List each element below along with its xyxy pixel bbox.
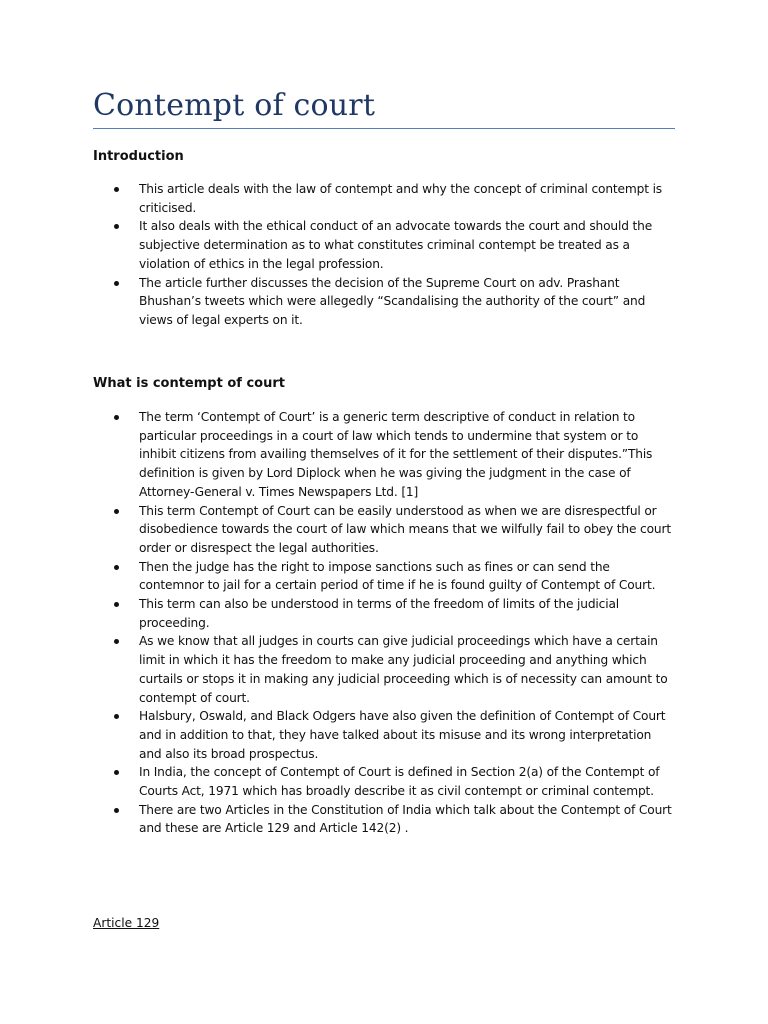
section-heading-introduction: Introduction [93,149,184,164]
list-item [93,502,675,558]
bullet-icon [114,714,119,719]
subheading-article-129: Article 129 [93,916,160,930]
list-item-text: There are two Articles in the Constitution of India which talk about the Contempt of Court and these are Article 129 and Article 142(2) . [139,802,672,836]
list-item-text: This term Contempt of Court can be easily understood as when we are disrespectful or disobedience towards the court of law which means that we wilfully fail to obey the court order or disrespect the legal authorities. [139,503,671,555]
list-item [93,558,675,595]
bullet-icon [114,808,119,813]
list-item-text: As we know that all judges in courts can give judicial proceedings which have a certain limit in which it has the freedom to make any judicial proceeding and anything which curtails or stops it in making any judicial proceeding which is of necessity can amount to contempt of court. [139,634,668,705]
title-underline-rule [93,128,675,129]
list-item [93,595,675,632]
list-item-text: In India, the concept of Contempt of Court is defined in Section 2(a) of the Contempt of Courts Act, 1971 which has broadly describe it as civil contempt or criminal contempt. [139,765,660,799]
what-is-contempt-bullet-list [93,408,675,838]
list-item [93,408,675,502]
list-item [93,632,675,707]
list-item [93,217,675,273]
bullet-icon [114,639,119,644]
bullet-icon [114,224,119,229]
list-item-text: Then the judge has the right to impose sanctions such as fines or can send the contemnor to jail for a certain period of time if he is found guilty of Contempt of Court. [139,559,656,593]
bullet-icon [114,187,119,192]
bullet-icon [114,770,119,775]
list-item-text: The article further discusses the decision of the Supreme Court on adv. Prashant Bhushan’s tweets which were allegedly “Scandalising the authority of the court” and views of legal experts on it. [139,275,646,327]
document-title: Contempt of court [93,88,376,123]
bullet-icon [114,565,119,570]
bullet-icon [114,281,119,286]
list-item [93,274,675,330]
list-item [93,180,675,217]
bullet-icon [114,509,119,514]
list-item-text: This term can also be understood in terms of the freedom of limits of the judicial proceeding. [139,597,619,630]
list-item-text: Halsbury, Oswald, and Black Odgers have also given the definition of Contempt of Court and in addition to that, they have talked about its misuse and its wrong interpretation and also its broad prospectus. [139,709,666,761]
list-item [93,707,675,763]
list-item [93,763,675,800]
list-item-text: It also deals with the ethical conduct of an advocate towards the court and should the subjective determination as to what constitutes criminal contempt be treated as a violation of ethics in the legal profession. [139,219,653,271]
list-item [93,801,675,838]
section-heading-what-is-contempt: What is contempt of court [93,376,285,391]
bullet-icon [114,602,119,607]
introduction-bullet-list [93,180,675,330]
bullet-icon [114,415,119,420]
list-item-text: This article deals with the law of contempt and why the concept of criminal contempt is criticised. [139,182,662,215]
list-item-text: The term ‘Contempt of Court’ is a generic term descriptive of conduct in relation to particular proceedings in a court of law which tends to undermine that system or to inhibit citizens from availing themselves of it for the settlement of their disputes.”This definition is given by Lord Diplock when he was giving the judgment in the case of Attorney-General v. Times Newspapers Ltd. [1] [139,410,653,499]
